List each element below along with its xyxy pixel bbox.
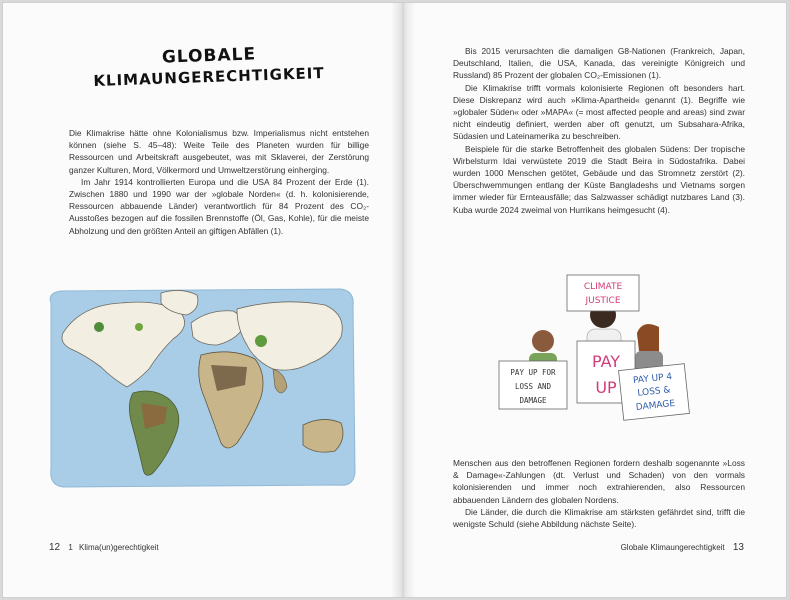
paragraph: Menschen aus den betroffenen Regionen fordern deshalb sogenannte »Loss & Damage«-Zahlungen (dt. Verlust und Schaden) von den vormals kolonisierenden und immer noch extrahierenden, also Ressourcen abbauenden Ländern des globalen Nordens. bbox=[453, 458, 745, 505]
paragraph: Im Jahr 1914 kontrollierten Europa und die USA 84 Prozent der Erde (1). Zwischen 1880 und 1990 war der »globale Norden« (d. h. kolonisierende, Ressourcen abbauende Länder) verantwortlich für 84 Prozent des CO₂-Ausstoßes bezogen auf die fossilen Brennstoffe (Öl, Gas, Kohle), für die meiste Abholzung und den größten Anteil an giftigen Abfällen (1). bbox=[69, 176, 369, 236]
map-green-spot bbox=[255, 335, 267, 347]
sign-text: PAY bbox=[591, 352, 621, 371]
running-head: Klima(un)gerechtigkeit bbox=[79, 543, 159, 552]
sign-text: LOSS AND bbox=[514, 382, 552, 391]
sign-text: CLIMATE bbox=[583, 282, 623, 292]
right-body-text-top bbox=[453, 45, 745, 216]
map-australia bbox=[303, 419, 343, 452]
chapter-number: 1 bbox=[68, 543, 73, 552]
title-line-1: GLOBALE bbox=[161, 44, 257, 68]
sign-text: PAY UP 4 bbox=[632, 372, 673, 387]
sign-text: PAY UP FOR bbox=[510, 368, 556, 377]
protest-svg bbox=[493, 271, 693, 441]
sign-text: DAMAGE bbox=[519, 396, 547, 405]
map-green-spot bbox=[94, 322, 104, 332]
person-hair bbox=[637, 324, 659, 353]
paragraph: Bis 2015 verursachten die damaligen G8-Nationen (Frankreich, Japan, Deutschland, Italien, die USA, Kanada, das vereinigte Königreich und Russland) 85 Prozent der globalen CO₂-Emissionen (1). bbox=[453, 46, 745, 81]
world-map-illustration bbox=[41, 283, 361, 493]
running-head: Globale Klimaungerechtigkeit bbox=[620, 543, 725, 552]
sign-text: UP bbox=[595, 378, 617, 397]
right-page bbox=[397, 3, 787, 597]
page-number: 12 bbox=[49, 542, 61, 553]
page-title bbox=[89, 44, 329, 90]
sign-text: JUSTICE bbox=[585, 296, 621, 306]
world-map-svg bbox=[41, 283, 361, 493]
page-number: 13 bbox=[732, 542, 744, 553]
paragraph: Die Klimakrise trifft vormals kolonisierte Regionen oft besonders hart. Diese Diskrepanz wird auch »Klima-Apartheid« genannt (1). Begriffe wie »globaler Süden« oder »MAPA« (= most affected people and areas) sind zwar nicht eindeutig definiert, werden aber oft genutzt, um Subsahara-Afrika, Südasien und Lateinamerika zu beschreiben. bbox=[453, 82, 745, 142]
right-body-text-bottom bbox=[453, 457, 745, 530]
title-line-2: KLIMAUNGERECHTIGKEIT bbox=[93, 63, 325, 90]
left-page bbox=[3, 3, 397, 597]
left-body-text bbox=[69, 127, 369, 237]
left-folio bbox=[49, 542, 159, 553]
sign-text: DAMAGE bbox=[635, 398, 676, 413]
book-spread bbox=[2, 2, 787, 598]
paragraph: Die Länder, die durch die Klimakrise am stärksten gefährdet sind, trifft die wenigste Schuld (siehe Abbildung nächste Seite). bbox=[453, 506, 745, 530]
person-head bbox=[532, 330, 554, 352]
paragraph: Beispiele für die starke Betroffenheit des globalen Südens: Der tropische Wirbelsturm Idai verwüstete 2019 die Stadt Beira in Südostafrika. Dabei wurden 1000 Menschen getötet, Gebäude und das Stromnetz zerstört (2). Überschwemmungen entlang der Küste Bangladeshs und Vietnams sorgen immer wieder für Ernteausfälle; das Salzwasser schädigt nutzbares Land (3). Kuba wurde 2024 zweimal von Hurrikans heimgesucht (4). bbox=[453, 143, 745, 215]
map-green-spot bbox=[135, 323, 143, 331]
right-folio bbox=[621, 542, 744, 553]
paragraph: Die Klimakrise hätte ohne Kolonialismus bzw. Imperialismus nicht entstehen können (siehe S. 45–48): Weite Teile des Planeten wurden für billige Ressourcen und Arbeitskraft ausgebeutet, was mit Sklaverei, der Zerstörung ganzer Kulturen, Mord, Völkermord und Umweltzerstörung einherging. bbox=[69, 128, 369, 175]
sign-text: LOSS & bbox=[637, 385, 671, 399]
protest-illustration bbox=[493, 271, 693, 441]
